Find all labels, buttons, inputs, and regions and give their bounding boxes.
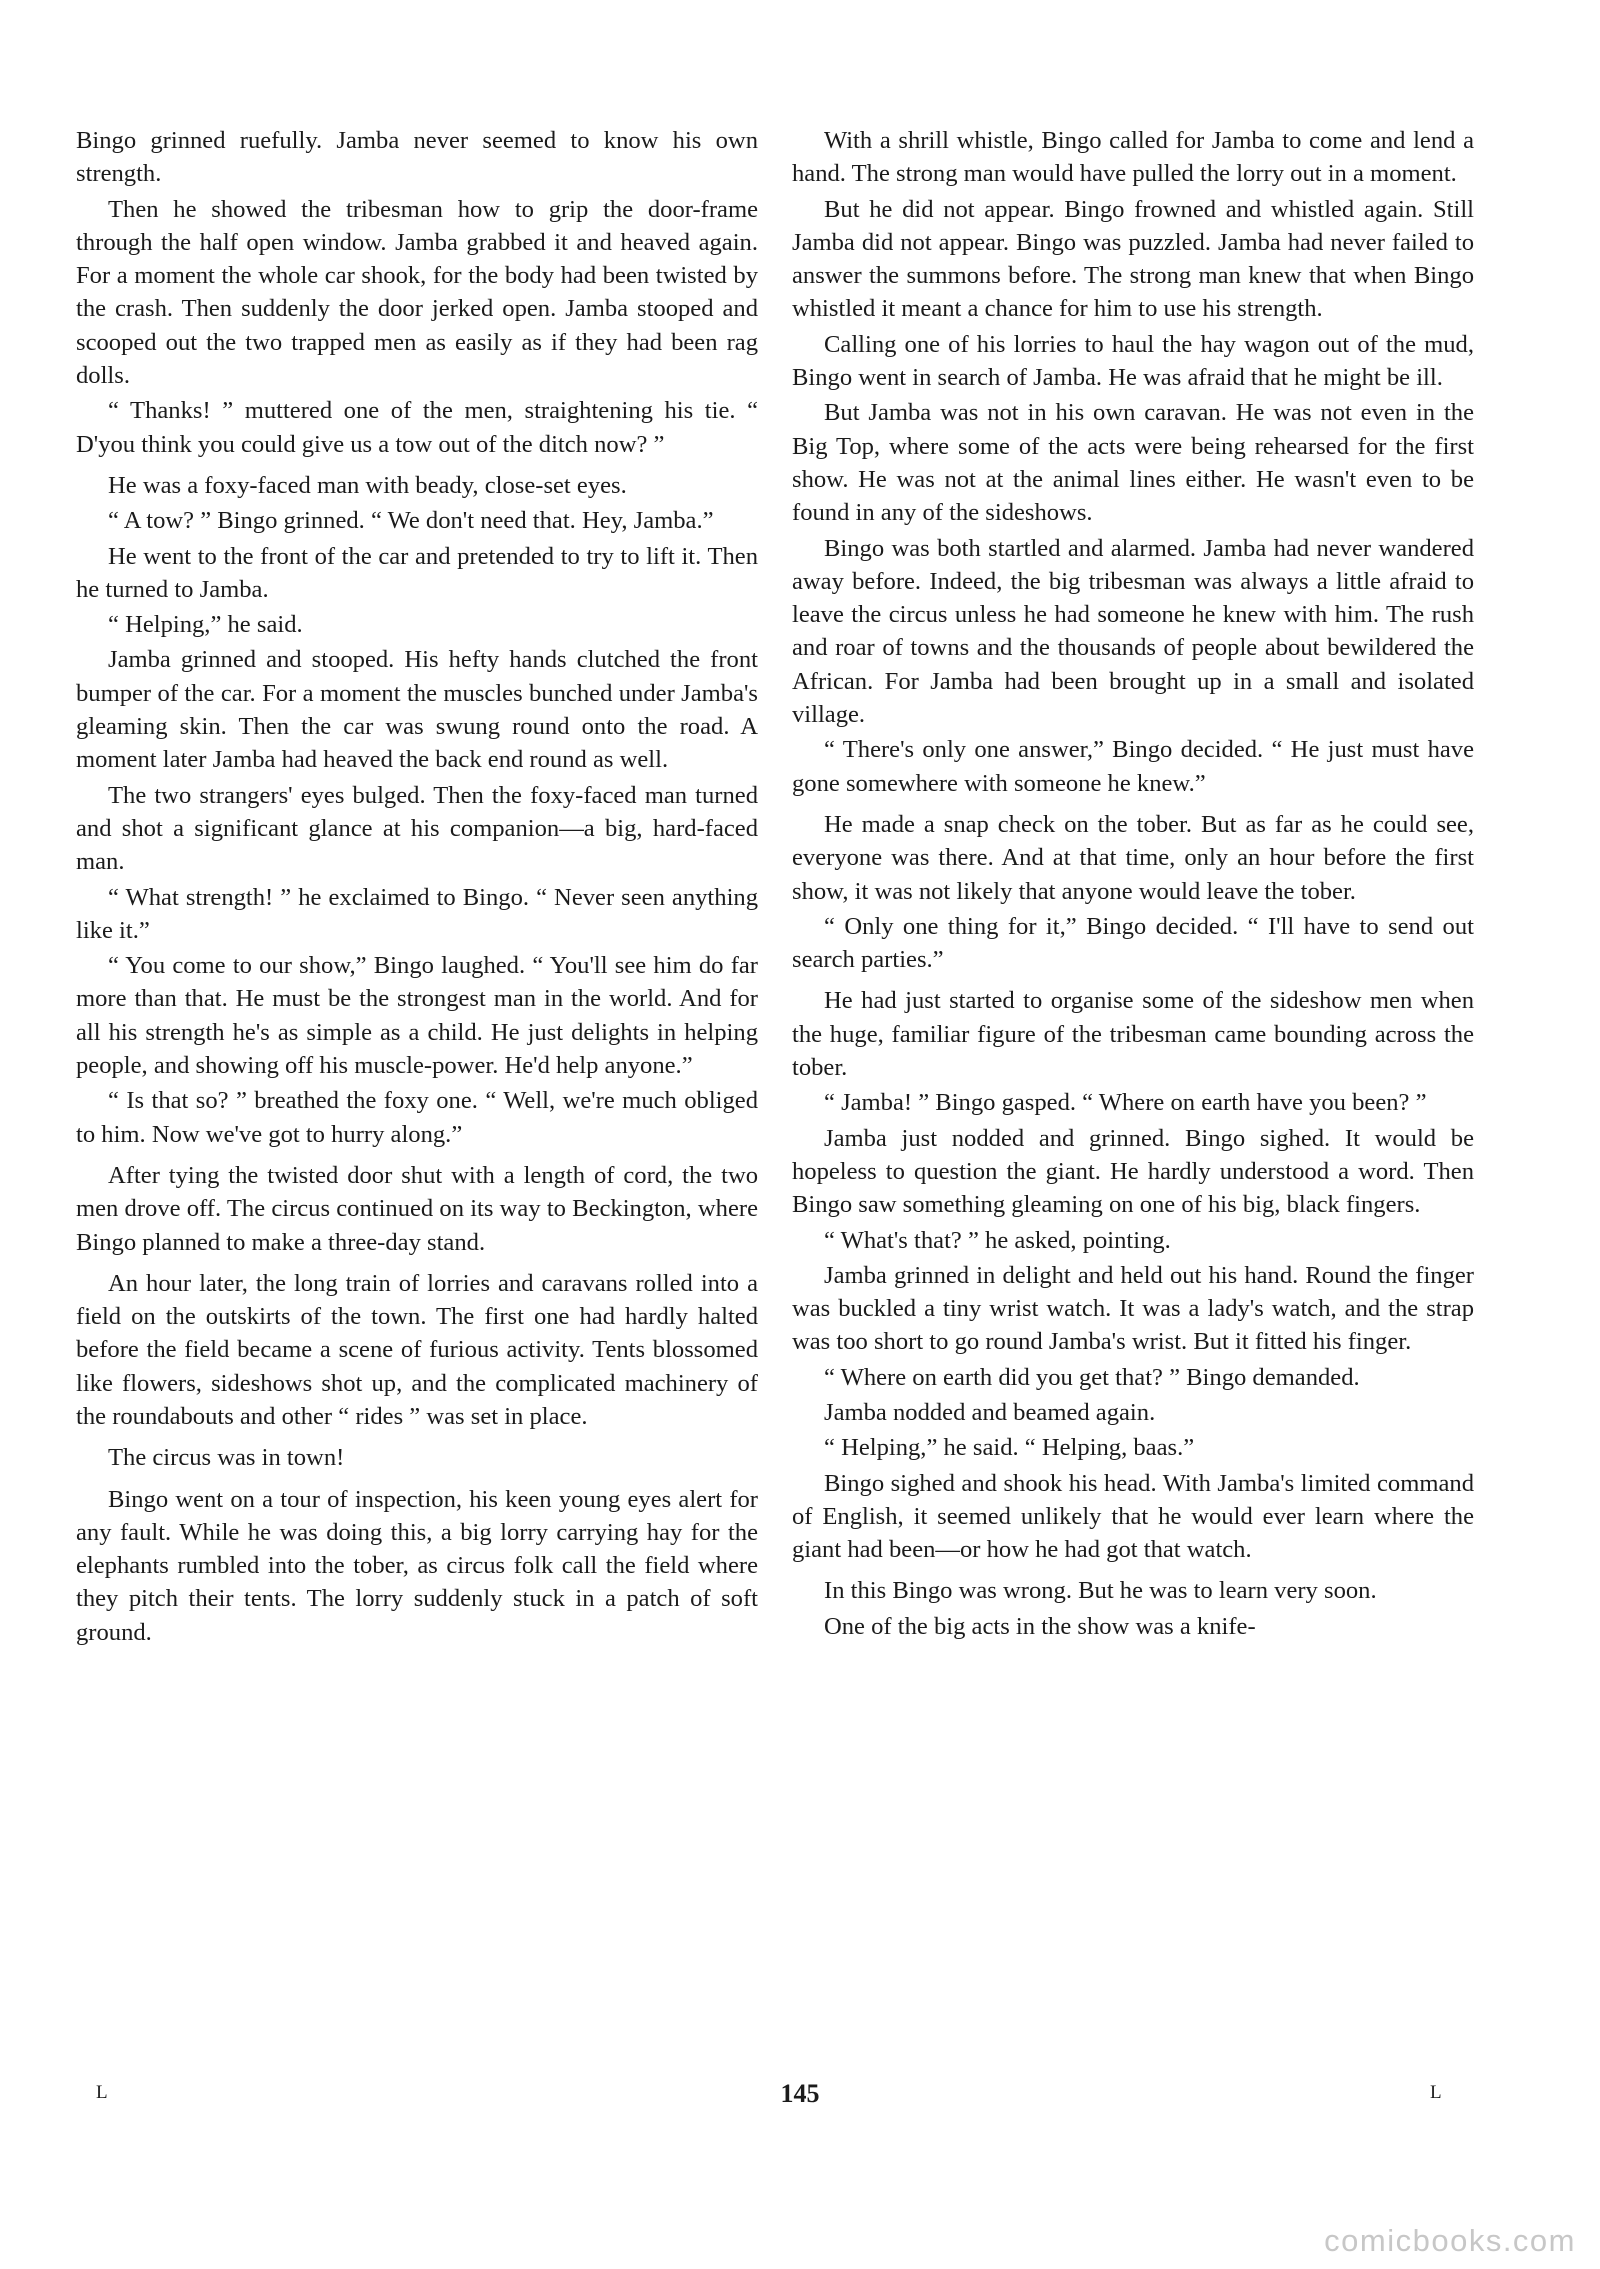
paragraph: With a shrill whistle, Bingo called for Jamba to come and lend a hand. The strong man would have pulled the lorry out in a moment. bbox=[792, 127, 1474, 188]
paragraph: Jamba grinned in delight and held out his hand. Round the finger was buckled a tiny wrist watch. It was a lady's watch, and the strap was too short to go round Jamba's wrist. But it fitted his finger. bbox=[792, 1261, 1474, 1356]
paragraph: “ Thanks! ” muttered one of the men, straightening his tie. “ D'you think you could give us a tow out of the ditch now? ” bbox=[76, 397, 758, 458]
paragraph: He went to the front of the car and pretended to try to lift it. Then he turned to Jamba. bbox=[76, 542, 758, 603]
paragraph: “ There's only one answer,” Bingo decided. “ He just must have gone somewhere with someone he knew.” bbox=[792, 736, 1474, 797]
signature-mark-left: L bbox=[96, 2082, 109, 2103]
paragraph: He was a foxy-faced man with beady, close-set eyes. bbox=[108, 471, 627, 499]
paragraph: In this Bingo was wrong. But he was to learn very soon. bbox=[824, 1577, 1377, 1605]
paragraph: “ Jamba! ” Bingo gasped. “ Where on earth have you been? ” bbox=[824, 1089, 1427, 1117]
paragraph: “ What strength! ” he exclaimed to Bingo. “ Never seen anything like it.” bbox=[76, 883, 758, 944]
paragraph: But he did not appear. Bingo frowned and whistled again. Still Jamba did not appear. Bingo was puzzled. Jamba had never failed to answer the summons before. The strong man knew that when Bingo whistled it meant a chance for him to use his strength. bbox=[792, 195, 1474, 323]
paragraph: “ What's that? ” he asked, pointing. bbox=[824, 1226, 1171, 1254]
paragraph: “ You come to our show,” Bingo laughed. “ You'll see him do far more than that. He must be the strongest man in the world. And for all his strength he's as simple as a child. He just delights in helping people, and showing off his muscle-power. He'd help anyone.” bbox=[76, 952, 758, 1080]
paragraph: The circus was in town! bbox=[108, 1444, 345, 1472]
paragraph: “ Helping,” he said. “ Helping, baas.” bbox=[824, 1434, 1195, 1462]
signature-mark-right: L bbox=[1430, 2082, 1443, 2103]
paragraph: Jamba just nodded and grinned. Bingo sighed. It would be hopeless to question the giant. He hardly understood a word. Then Bingo saw something gleaming on one of his big, black fingers. bbox=[792, 1124, 1474, 1219]
paragraph: Bingo sighed and shook his head. With Jamba's limited command of English, it seemed unlikely that he would ever learn where the giant had been—or how he had got that watch. bbox=[792, 1469, 1474, 1564]
left-text-column bbox=[76, 124, 758, 1651]
paragraph: “ A tow? ” Bingo grinned. “ We don't need that. Hey, Jamba.” bbox=[108, 507, 714, 535]
paragraph: Bingo grinned ruefully. Jamba never seemed to know his own strength. bbox=[76, 127, 758, 188]
page-number: 145 bbox=[780, 2079, 820, 2108]
paragraph: After tying the twisted door shut with a length of cord, the two men drove off. The circus continued on its way to Beckington, where Bingo planned to make a three-day stand. bbox=[76, 1161, 758, 1256]
watermark: comicbooks.com bbox=[1324, 2223, 1576, 2258]
paragraph: Calling one of his lorries to haul the hay wagon out of the mud, Bingo went in search of Jamba. He was afraid that he might be ill. bbox=[792, 330, 1474, 392]
paragraph: “ Is that so? ” breathed the foxy one. “ Well, we're much obliged to him. Now we've got to hurry along.” bbox=[76, 1087, 758, 1148]
paragraph: “ Where on earth did you get that? ” Bingo demanded. bbox=[824, 1363, 1360, 1391]
paragraph: Jamba grinned and stooped. His hefty hands clutched the front bumper of the car. For a moment the muscles bunched under Jamba's gleaming skin. Then the car was swung round onto the road. A moment later Jamba had heaved the back end round as well. bbox=[76, 646, 758, 774]
paragraph: One of the big acts in the show was a knife- bbox=[824, 1612, 1256, 1640]
paragraph: “ Helping,” he said. bbox=[108, 611, 303, 639]
paragraph: He made a snap check on the tober. But as far as he could see, everyone was there. And at that time, only an hour before the first show, it was not likely that anyone would leave the tober. bbox=[792, 810, 1474, 905]
paragraph: Bingo was both startled and alarmed. Jamba had never wandered away before. Indeed, the big tribesman was always a little afraid to leave the circus unless he had someone he knew with him. The rush and roar of towns and the thousands of people about bewildered the African. For Jamba had been brought up in a small and isolated village. bbox=[792, 534, 1474, 729]
paragraph: But Jamba was not in his own caravan. He was not even in the Big Top, where some of the acts were being rehearsed for the first show. He was not at the animal lines either. He wasn't even to be found in any of the sideshows. bbox=[792, 399, 1474, 527]
paragraph: An hour later, the long train of lorries and caravans rolled into a field on the outskirts of the town. The first one had hardly halted before the field became a scene of furious activity. Tents blossomed like flowers, sideshows shot up, and the complicated machinery of the roundabouts and other “ rides ” was set in place. bbox=[76, 1269, 758, 1430]
paragraph: He had just started to organise some of the sideshow men when the huge, familiar figure of the tribesman came bounding across the tober. bbox=[792, 987, 1474, 1082]
paragraph: Jamba nodded and beamed again. bbox=[824, 1398, 1156, 1426]
paragraph: “ Only one thing for it,” Bingo decided. “ I'll have to send out search parties.” bbox=[792, 912, 1474, 974]
paragraph: Then he showed the tribesman how to grip the door-frame through the half open window. Jamba grabbed it and heaved again. For a moment the whole car shook, for the body had been twisted by the crash. Then suddenly the door jerked open. Jamba stooped and scooped out the two trapped men as easily as if they had been rag dolls. bbox=[76, 195, 758, 390]
paragraph: The two strangers' eyes bulged. Then the foxy-faced man turned and shot a significant glance at his companion—a big, hard-faced man. bbox=[76, 781, 758, 876]
paragraph: Bingo went on a tour of inspection, his keen young eyes alert for any fault. While he was doing this, a big lorry carrying hay for the elephants rumbled into the tober, as circus folk call the field where they pitch their tents. The lorry suddenly stuck in a patch of soft ground. bbox=[76, 1485, 758, 1646]
right-text-column bbox=[792, 124, 1474, 1645]
